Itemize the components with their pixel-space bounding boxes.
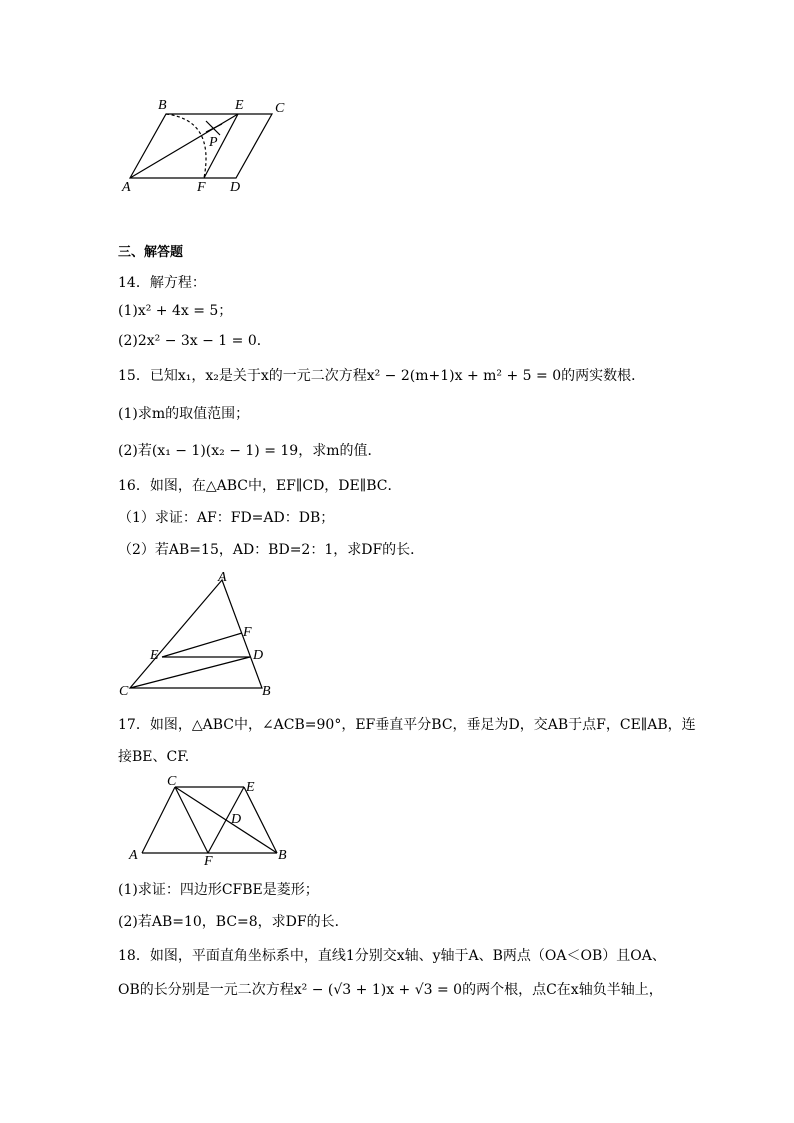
- label-c: C: [119, 684, 129, 699]
- q14-part2: (2)2x² − 3x − 1 = 0．: [118, 333, 271, 349]
- q15-part2: (2)若(x₁ − 1)(x₂ − 1) = 19，求m的值．: [118, 443, 382, 459]
- label-p: P: [209, 135, 218, 150]
- label-f: F: [204, 854, 213, 868]
- label-b: B: [262, 684, 271, 699]
- label-e: E: [150, 648, 159, 663]
- label-c: C: [167, 774, 177, 789]
- q17-part1: (1)求证：四边形CFBE是菱形；: [118, 882, 319, 898]
- label-d: D: [230, 180, 241, 195]
- q17-part2: (2)若AB=10，BC=8，求DF的长．: [118, 914, 349, 930]
- q18-stem-line2: OB的长分别是一元二次方程x² − (√3 + 1)x + √3 = 0的两个根，点C在x轴负半轴上，: [118, 982, 663, 998]
- label-b: B: [278, 848, 287, 863]
- q15-part1: (1)求m的取值范围；: [118, 406, 250, 422]
- label-a: A: [218, 570, 227, 585]
- label-b: B: [158, 98, 167, 113]
- section-header: 三、解答题: [118, 245, 184, 260]
- figure-triangle-abc: [110, 568, 280, 700]
- q14-part1: (1)x² + 4x = 5；: [118, 303, 233, 319]
- q15-stem: 15．已知x₁，x₂是关于x的一元二次方程x² − 2(m+1)x + m² + 5 = 0的两实数根．: [118, 368, 646, 384]
- label-f: F: [197, 180, 206, 195]
- label-e: E: [246, 780, 255, 795]
- label-a: A: [122, 180, 131, 195]
- q17-stem-line2: 接BE、CF.: [118, 749, 190, 765]
- figure-rhombus-cfbe: [120, 773, 300, 868]
- q17-stem-line1: 17．如图，△ABC中，∠ACB=90°，EF垂直平分BC，垂足为D，交AB于点F，CE∥AB，连: [118, 717, 696, 733]
- figure-parallelogram-abcd: [110, 95, 310, 200]
- q18-stem-line1: 18．如图，平面直角坐标系中，直线1分别交x轴、y轴于A、B两点（OA＜OB）且OA、: [118, 948, 666, 964]
- label-a: A: [129, 848, 138, 863]
- q16-part2: （2）若AB=15，AD：BD=2：1，求DF的长．: [118, 542, 425, 558]
- q16-stem: 16．如图，在△ABC中，EF∥CD，DE∥BC．: [118, 478, 402, 494]
- q16-part1: （1）求证：AF：FD=AD：DB；: [118, 510, 335, 526]
- q14-stem: 14．解方程：: [118, 275, 206, 291]
- label-d: D: [253, 648, 264, 663]
- label-f: F: [243, 625, 252, 640]
- label-c: C: [275, 101, 285, 116]
- label-d: D: [231, 812, 242, 827]
- label-e: E: [235, 98, 244, 113]
